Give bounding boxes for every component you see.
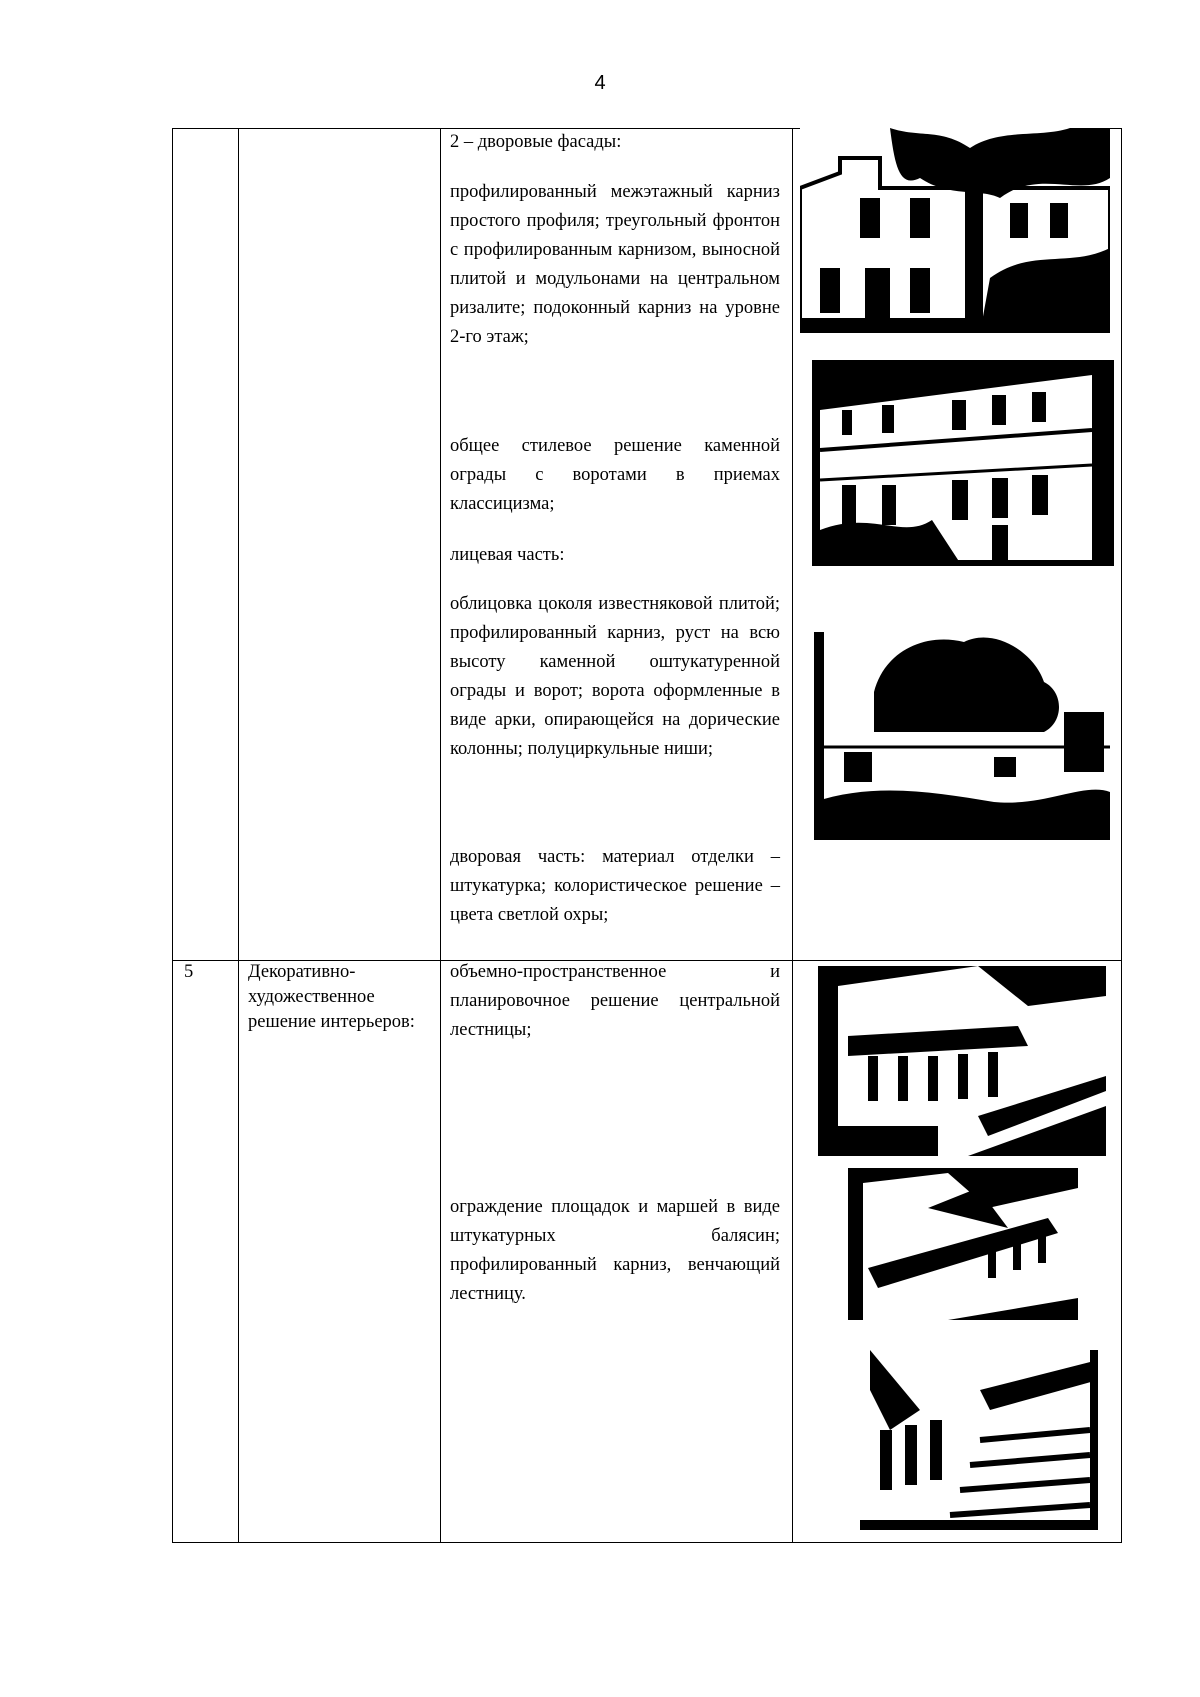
- row5-text-p1: объемно-пространственное и планировочное решение центральной лестницы;: [450, 962, 780, 1040]
- central-staircase-photo-3: [860, 1350, 1098, 1530]
- row4-text-p4: лицевая часть:: [450, 545, 565, 565]
- column-divider: [440, 128, 441, 1543]
- row4-text-p6: дворовая часть: материал отделки – штукатурка; колористическое решение – цвета светлой охры;: [450, 847, 780, 925]
- row5-title: Декоративно-художественное решение интерьеров:: [248, 962, 415, 1032]
- courtyard-rear-facade-photo: [812, 360, 1114, 566]
- column-divider: [792, 128, 793, 1543]
- column-divider: [238, 128, 239, 1543]
- stone-fence-gate-photo: [814, 632, 1110, 840]
- row4-text-p1: 2 – дворовые фасады:: [450, 132, 622, 152]
- row4-text-p3: общее стилевое решение каменной ограды с воротами в приемах классицизма;: [450, 436, 780, 514]
- table-border: [1121, 128, 1122, 1543]
- row5-number: 5: [184, 962, 194, 982]
- table-border: [172, 128, 173, 1543]
- table-border: [172, 1542, 1122, 1543]
- row4-text-p5: облицовка цоколя известняковой плитой; профилированный карниз, руст на всю высоту каменной оштукатуренной ограды и ворот; ворота оформленные в виде арки, опирающейся на дорические колонны; полуциркульные ниши;: [450, 594, 780, 759]
- central-staircase-photo-2: [848, 1168, 1078, 1320]
- page-number: 4: [594, 72, 606, 94]
- central-staircase-photo-1: [818, 966, 1106, 1156]
- row4-text-p2: профилированный межэтажный карниз простого профиля; треугольный фронтон с профилированным карнизом, выносной плитой и модульонами на центральном ризалите; подоконный карниз на уровне 2-го этаж;: [450, 182, 780, 347]
- courtyard-facade-photo: [800, 128, 1110, 333]
- row5-text-p2: ограждение площадок и маршей в виде штукатурных балясин; профилированный карниз, венчающий лестницу.: [450, 1197, 780, 1304]
